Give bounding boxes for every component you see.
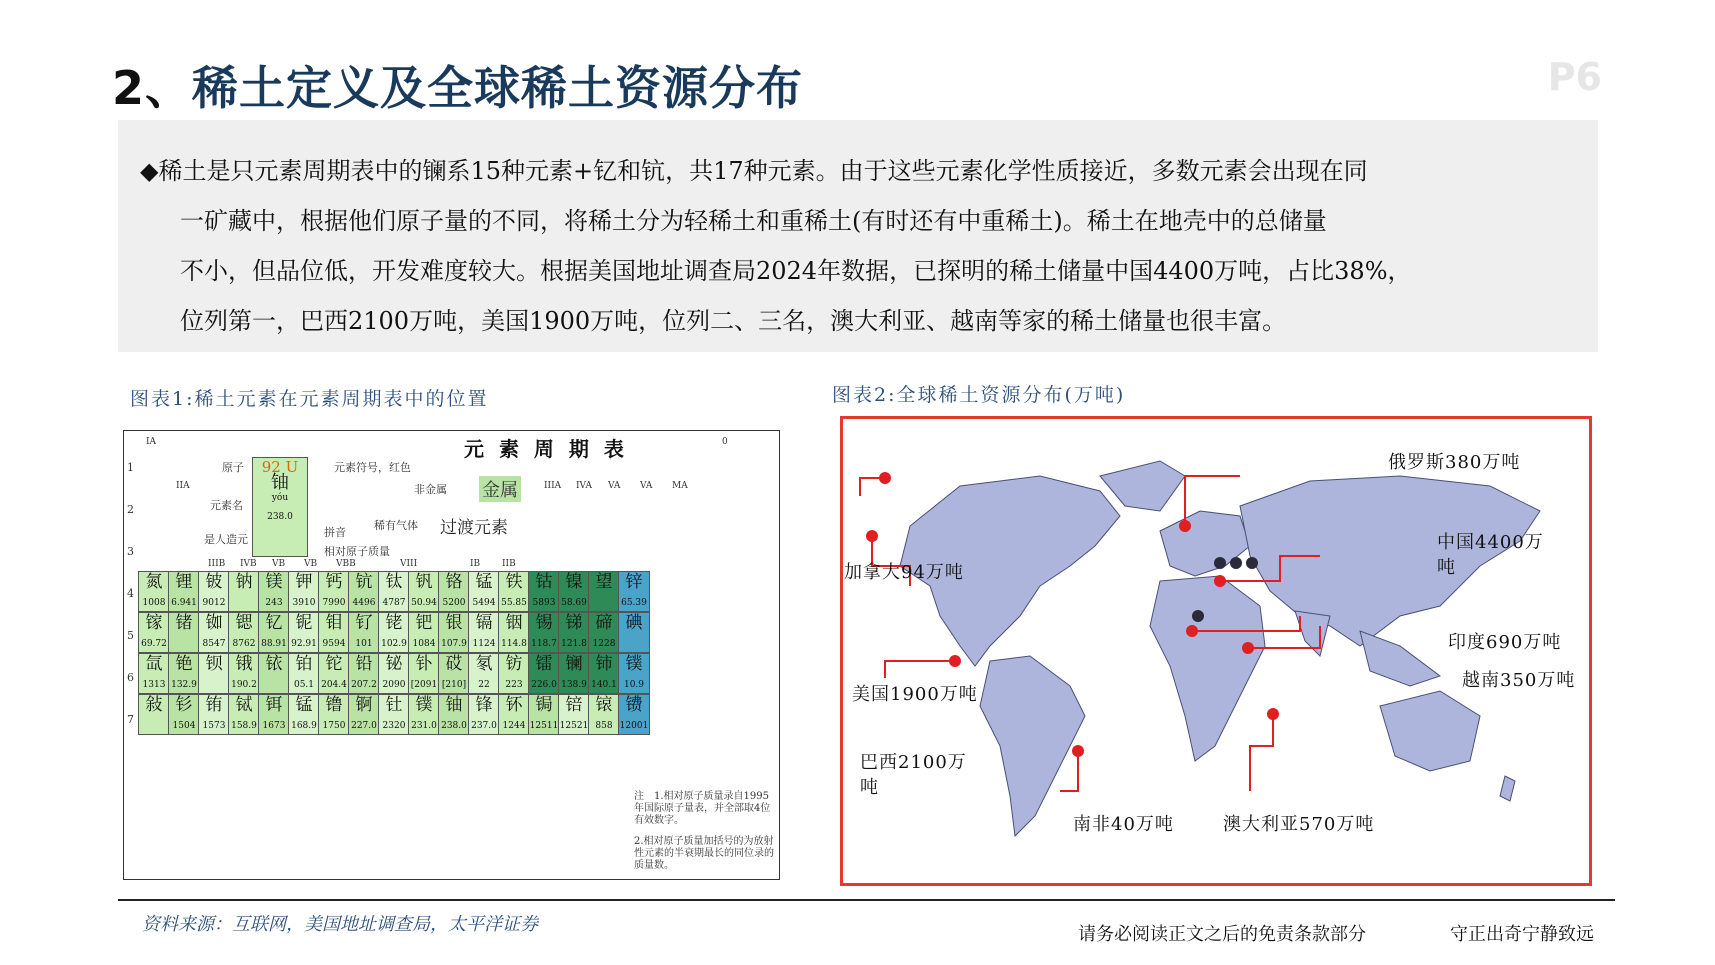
element-symbol: 铅: [355, 654, 373, 674]
subgroup-header: VBB: [336, 559, 356, 569]
element-mass: 138.9: [561, 680, 587, 690]
element-mass: 168.9: [291, 721, 317, 731]
element-cell: [528, 612, 560, 653]
legend-sample-element: [252, 457, 308, 557]
element-cell: [168, 612, 200, 653]
page-number: P6: [1547, 55, 1602, 99]
element-symbol: 锑: [565, 613, 583, 633]
summary-text: [140, 146, 1585, 346]
element-symbol: 锗: [175, 613, 193, 633]
element-symbol: 铒: [265, 695, 283, 715]
label-brazil-unit: 吨: [860, 777, 879, 798]
element-mass: 69.72: [141, 639, 167, 649]
element-symbol: 钫: [505, 654, 523, 674]
element-cell: [198, 612, 230, 653]
asia: [1240, 476, 1540, 646]
element-mass: 4496: [352, 598, 376, 608]
element-cell: [228, 612, 260, 653]
footer-motto: 守正出奇宁静致远: [1450, 924, 1594, 945]
element-mass: 88.91: [261, 639, 287, 649]
element-cell: [498, 653, 530, 694]
element-cell: [378, 571, 410, 612]
footer-disclaimer: 请务必阅读正文之后的免责条款部分: [1078, 924, 1366, 945]
element-cell: [498, 571, 530, 612]
label-brazil: 巴西2100万: [860, 752, 967, 773]
element-cell: [408, 694, 440, 735]
element-symbol: 钐: [175, 695, 193, 715]
element-symbol: 锰: [475, 572, 493, 592]
element-cell: [168, 571, 200, 612]
group-header: VA: [640, 481, 653, 491]
element-symbol: 钍: [385, 695, 403, 715]
element-mass: 4787: [382, 598, 406, 608]
element-mass: 1124: [472, 639, 496, 649]
element-mass: 1573: [202, 721, 226, 731]
period-label: 1: [127, 461, 134, 474]
subgroup-header: IVB: [240, 559, 257, 569]
element-mass: 132.9: [171, 680, 197, 690]
element-mass: 1750: [322, 721, 346, 731]
element-mass: 140.1: [591, 680, 617, 690]
element-cell: [318, 653, 350, 694]
subgroup-header: VIII: [400, 559, 418, 569]
element-symbol: 铂: [295, 654, 313, 674]
element-cell: [348, 571, 380, 612]
element-mass: 1673: [262, 721, 286, 731]
element-cell: [348, 612, 380, 653]
label-australia: 澳大利亚570万吨: [1223, 814, 1375, 835]
element-mass: 05.1: [293, 680, 315, 690]
period-label: 6: [127, 671, 134, 684]
element-cell: [498, 612, 530, 653]
element-mass: 1244: [502, 721, 526, 731]
element-mass: 2320: [382, 721, 406, 731]
element-symbol: 锰: [295, 695, 313, 715]
legend-pinyin: 拼音: [324, 526, 346, 539]
label-usa: 美国1900万吨: [852, 684, 978, 705]
element-mass: 204.4: [321, 680, 347, 690]
element-symbol: 镁: [265, 572, 283, 592]
element-cell: [498, 694, 530, 735]
subgroup-header: VB: [304, 559, 318, 569]
subgroup-header: VB: [272, 559, 286, 569]
element-cell: [588, 653, 620, 694]
element-cell: [168, 694, 200, 735]
element-mass: [210]: [441, 680, 467, 690]
element-cell: [318, 571, 350, 612]
element-mass: 1084: [412, 639, 436, 649]
group-header: 0: [722, 437, 728, 447]
element-symbol: 锌: [625, 572, 643, 592]
element-cell: [438, 612, 470, 653]
element-mass: 223: [505, 680, 523, 690]
group-header: IA: [146, 437, 157, 447]
element-symbol: 镍: [565, 572, 583, 592]
element-symbol: 铟: [505, 613, 523, 633]
subgroup-header: IIIB: [208, 559, 226, 569]
element-cell: [558, 571, 590, 612]
period-label: 3: [127, 545, 134, 558]
sample-mass: 238.0: [267, 512, 293, 522]
element-symbol: 锫: [565, 695, 583, 715]
element-mass: 55.85: [501, 598, 527, 608]
element-mass: 237.0: [471, 721, 497, 731]
element-mass: 1313: [142, 680, 166, 690]
element-symbol: 铷: [205, 613, 223, 633]
element-symbol: 钙: [325, 572, 343, 592]
element-symbol: 碲: [595, 613, 613, 633]
sample-name: 铀: [271, 472, 289, 493]
element-cell: [228, 653, 260, 694]
element-mass: 2090: [382, 680, 406, 690]
element-cell: [348, 694, 380, 735]
element-mass: 1008: [142, 598, 166, 608]
element-cell: [288, 694, 320, 735]
element-cell: [558, 694, 590, 735]
element-symbol: 铬: [445, 572, 463, 592]
element-cell: [468, 653, 500, 694]
element-symbol: 钠: [235, 572, 253, 592]
element-mass: 12521: [559, 721, 589, 731]
element-cell: [138, 694, 170, 735]
figure1-caption: 图表1:稀土元素在元素周期表中的位置: [130, 388, 489, 410]
element-cell: [468, 571, 500, 612]
element-cell: [618, 653, 650, 694]
element-mass: 243: [265, 598, 283, 608]
element-mass: 12511: [529, 721, 559, 731]
legend-noble-gas: 稀有气体: [374, 519, 418, 532]
figure2-caption: 图表2:全球稀土资源分布(万吨): [832, 384, 1126, 406]
element-mass: 858: [595, 721, 613, 731]
sample-pinyin: yóu: [271, 493, 289, 503]
element-cell: [588, 571, 620, 612]
element-cell: [618, 571, 650, 612]
element-symbol: 镭: [535, 654, 553, 674]
legend-atomic-number: 原子: [222, 461, 244, 474]
element-mass: 92.91: [291, 639, 317, 649]
element-symbol: 钚: [505, 695, 523, 715]
element-symbol: 铕: [205, 695, 223, 715]
element-mass: 8762: [232, 639, 256, 649]
element-symbol: 镓: [145, 613, 163, 633]
element-symbol: 铱: [265, 654, 283, 674]
footer-rule: [118, 899, 1615, 901]
page-title: [112, 52, 803, 118]
greenland: [1100, 461, 1185, 511]
element-symbol: 铋: [385, 654, 403, 674]
marker-dark: [1230, 557, 1242, 569]
element-cell: [258, 653, 290, 694]
element-cell: [138, 653, 170, 694]
element-cell: [438, 694, 470, 735]
legend-metal: 金属: [479, 476, 521, 502]
element-mass: 8547: [202, 639, 226, 649]
element-cell: [588, 694, 620, 735]
element-mass: 1504: [172, 721, 196, 731]
footer-source: 资料来源：互联网，美国地址调查局，太平洋证券: [142, 914, 538, 935]
element-mass: 9012: [202, 598, 226, 608]
element-mass: 226.0: [531, 680, 557, 690]
element-mass: [2091: [410, 680, 438, 690]
period-label: 5: [127, 629, 134, 642]
element-cell: [288, 653, 320, 694]
element-mass: 3910: [292, 598, 316, 608]
element-symbol: 铯: [175, 654, 193, 674]
element-mass: 5494: [472, 598, 496, 608]
section-number: 2、: [112, 61, 193, 115]
element-mass: 107.9: [441, 639, 467, 649]
element-mass: 9594: [322, 639, 346, 649]
element-symbol: 镤: [415, 695, 433, 715]
summary-line: 位列第一，巴西2100万吨，美国1900万吨，位列二、三名，澳大利亚、越南等家的稀土储量也很丰富。: [180, 307, 1287, 335]
element-cell: [138, 612, 170, 653]
periodic-table-title: 元 素 周 期 表: [464, 437, 628, 461]
element-symbol: 铊: [325, 654, 343, 674]
element-mass: 5200: [442, 598, 466, 608]
southeast-asia: [1360, 631, 1440, 686]
label-russia: 俄罗斯380万吨: [1388, 452, 1521, 473]
element-symbol: 望: [595, 572, 613, 592]
element-cell: [258, 571, 290, 612]
element-cell: [618, 612, 650, 653]
element-mass: 227.0: [351, 721, 377, 731]
sample-number: 92 U: [261, 458, 299, 476]
element-cell: [228, 571, 260, 612]
marker-dark: [1214, 557, 1226, 569]
australia: [1380, 691, 1480, 771]
element-mass: 5893: [532, 598, 556, 608]
element-cell: [258, 612, 290, 653]
element-cell: [528, 694, 560, 735]
element-cell: [528, 653, 560, 694]
element-mass: 65.39: [621, 598, 647, 608]
summary-line: 一矿藏中，根据他们原子量的不同，将稀土分为轻稀土和重稀土(有时还有中重稀土)。稀土在地壳中的总储量: [180, 207, 1327, 235]
element-cell: [348, 653, 380, 694]
element-cell: [318, 694, 350, 735]
element-symbol: 锿: [595, 695, 613, 715]
element-symbol: 钾: [295, 572, 313, 592]
element-mass: 231.0: [411, 721, 437, 731]
label-vietnam: 越南350万吨: [1462, 670, 1576, 691]
element-symbol: 铑: [385, 613, 403, 633]
element-cell: [378, 612, 410, 653]
leader-line: [1250, 714, 1273, 791]
legend-element-name: 元素名: [210, 499, 243, 512]
legend-symbol-note: 元素符号，红色: [334, 461, 411, 474]
element-mass: 238.0: [441, 721, 467, 731]
element-cell: [138, 571, 170, 612]
element-cell: [198, 653, 230, 694]
africa: [1150, 576, 1265, 761]
legend-atomic-mass: 相对原子质量: [324, 545, 390, 558]
label-canada: 加拿大94万吨: [844, 562, 964, 583]
leader-line: [885, 661, 955, 678]
element-symbol: 铈: [595, 654, 613, 674]
subgroup-header: IIB: [502, 559, 516, 569]
element-mass: 118.7: [531, 639, 557, 649]
element-symbol: 钯: [415, 613, 433, 633]
periodic-table: [123, 430, 780, 880]
legend-nonmetal: 非金属: [414, 483, 447, 496]
element-symbol: 砹: [445, 654, 463, 674]
element-symbol: 镉: [475, 613, 493, 633]
element-cell: [378, 694, 410, 735]
element-symbol: 镄: [625, 695, 643, 715]
element-symbol: 钒: [415, 572, 433, 592]
element-symbol: 铁: [505, 572, 523, 592]
element-cell: [198, 571, 230, 612]
element-symbol: 锂: [175, 572, 193, 592]
period-label: 7: [127, 713, 134, 726]
element-symbol: 碘: [625, 613, 643, 633]
element-cell: [468, 612, 500, 653]
label-china-unit: 吨: [1437, 557, 1456, 578]
element-mass: 207.2: [351, 680, 377, 690]
element-symbol: 钪: [355, 572, 373, 592]
legend-radioactive: 是人造元: [204, 533, 248, 546]
element-symbol: 镤: [625, 654, 643, 674]
element-cell: [318, 612, 350, 653]
south-america: [980, 656, 1085, 836]
element-cell: [408, 571, 440, 612]
element-symbol: 钴: [535, 572, 553, 592]
summary-line: 不小，但品位低，开发难度较大。根据美国地址调查局2024年数据，已探明的稀土储量中国4400万吨，占比38%，: [180, 257, 1412, 285]
label-china: 中国4400万: [1437, 532, 1544, 553]
element-symbol: 钇: [265, 613, 283, 633]
group-header: IIA: [176, 481, 190, 491]
element-symbol: 锋: [475, 695, 493, 715]
element-mass: 7990: [322, 598, 346, 608]
element-cell: [258, 694, 290, 735]
element-mass: 121.8: [561, 639, 587, 649]
element-symbol: 氮: [145, 572, 163, 592]
element-mass: 101: [355, 639, 373, 649]
marker-dark: [1246, 557, 1258, 569]
element-cell: [588, 612, 620, 653]
element-mass: 50.94: [411, 598, 437, 608]
element-mass: 190.2: [231, 680, 257, 690]
table-note-1: 注 1.相对原子质量录自1995年国际原子量表，并全部取4位有效数字。: [634, 791, 771, 826]
element-mass: 12001: [619, 721, 649, 731]
continents: [900, 461, 1540, 836]
element-mass: 58.69: [561, 598, 587, 608]
element-cell: [468, 694, 500, 735]
element-cell: [378, 653, 410, 694]
element-cell: [408, 653, 440, 694]
element-cell: [198, 694, 230, 735]
element-cell: [228, 694, 260, 735]
group-header: IVA: [576, 481, 592, 491]
element-symbol: 敍: [145, 695, 163, 715]
element-symbol: 锶: [235, 613, 253, 633]
element-symbol: 钋: [415, 654, 433, 674]
element-mass: 1228: [592, 639, 616, 649]
element-symbol: 锡: [535, 613, 553, 633]
legend-transition: 过渡元素: [440, 518, 508, 538]
period-label: 2: [127, 503, 134, 516]
group-header: MA: [672, 481, 688, 491]
table-note-2: 2.相对原子质量加括号的为放射性元素的半衰期最长的同位录的质量数。: [634, 836, 774, 871]
group-header: VA: [608, 481, 621, 491]
element-symbol: 银: [445, 613, 463, 633]
element-symbol: 锕: [355, 695, 373, 715]
element-mass: 102.9: [381, 639, 407, 649]
marker-dark: [1192, 610, 1204, 622]
element-symbol: 钛: [385, 572, 403, 592]
period-label: 4: [127, 587, 134, 600]
element-mass: 158.9: [231, 721, 257, 731]
element-symbol: 铽: [235, 695, 253, 715]
subgroup-header: IB: [470, 559, 481, 569]
element-symbol: 钼: [325, 613, 343, 633]
summary-line: ◆稀土是只元素周期表中的镧系15种元素+钇和钪，共17种元素。由于这些元素化学性质接近，多数元素会出现在同: [140, 157, 1368, 185]
new-zealand: [1500, 776, 1515, 801]
label-india: 印度690万吨: [1448, 632, 1562, 653]
element-cell: [558, 612, 590, 653]
element-cell: [288, 612, 320, 653]
element-mass: 10.9: [623, 680, 645, 690]
element-symbol: 铌: [295, 613, 313, 633]
element-symbol: 氙: [145, 654, 163, 674]
label-south-africa: 南非40万吨: [1073, 814, 1174, 835]
element-symbol: 铍: [205, 572, 223, 592]
element-cell: [618, 694, 650, 735]
section-title: 稀土定义及全球稀土资源分布: [192, 61, 804, 115]
element-cell: [438, 571, 470, 612]
element-symbol: 铀: [445, 695, 463, 715]
element-mass: 6.941: [171, 598, 197, 608]
element-cell: [528, 571, 560, 612]
element-symbol: 镧: [565, 654, 583, 674]
group-header: IIIA: [544, 481, 562, 491]
element-symbol: 钡: [205, 654, 223, 674]
element-symbol: 氡: [475, 654, 493, 674]
element-cell: [558, 653, 590, 694]
element-symbol: 锔: [535, 695, 553, 715]
element-cell: [408, 612, 440, 653]
element-symbol: 镥: [325, 695, 343, 715]
element-symbol: 锇: [235, 654, 253, 674]
element-cell: [168, 653, 200, 694]
element-cell: [438, 653, 470, 694]
element-mass: 22: [478, 680, 490, 690]
element-cell: [288, 571, 320, 612]
element-symbol: 钌: [355, 613, 373, 633]
element-mass: 114.8: [501, 639, 527, 649]
